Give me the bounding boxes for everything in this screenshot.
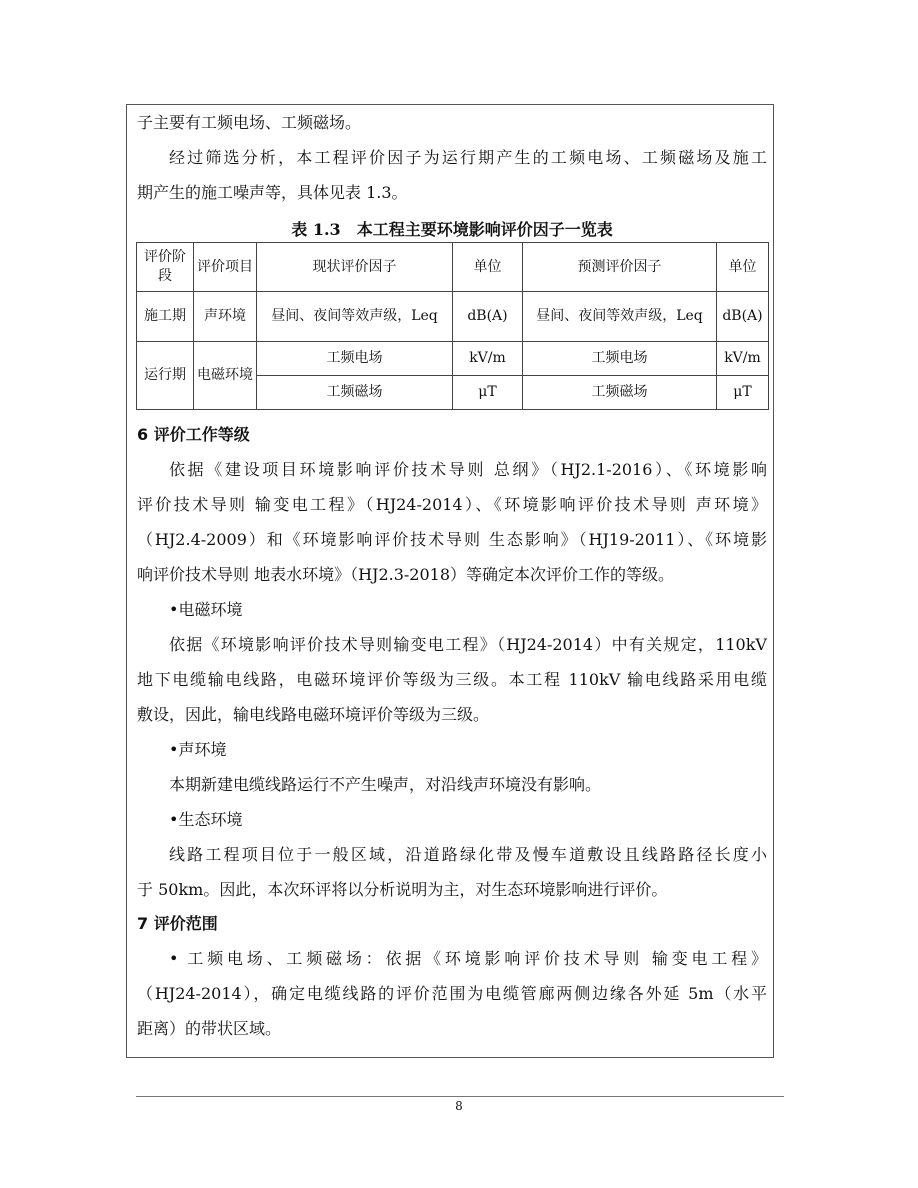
section-7-text-line: （HJ24-2014），确定电缆线路的评价范围为电缆管廊两侧边缘各外延 5m（水平 xyxy=(137,984,767,1003)
paragraph-p1: 子主要有工频电场、工频磁场。 xyxy=(137,113,362,132)
emag-subtitle: •电磁环境 xyxy=(169,600,243,619)
paragraph-p2-line2: 期产生的施工噪声等，具体见表 1.3。 xyxy=(137,183,408,202)
page-frame xyxy=(126,104,774,1058)
cell-current-factor: 工频磁场 xyxy=(257,376,453,410)
page-number: 8 xyxy=(455,1099,463,1113)
cell-current-factor: 工频电场 xyxy=(257,342,453,376)
section-6-intro-line: 评价技术导则 输变电工程》（HJ24-2014）、《环境影响评价技术导则 声环境》 xyxy=(137,495,767,514)
section-7-text-line: 距离）的带状区域。 xyxy=(137,1019,282,1038)
table-row xyxy=(137,342,769,376)
table-caption: 表 1.3 本工程主要环境影响评价因子一览表 xyxy=(291,220,613,239)
header-item: 评价项目 xyxy=(194,243,257,292)
section-6-intro-line: （HJ2.4-2009）和《环境影响评价技术导则 生态影响》（HJ19-2011）、《环境影 xyxy=(137,530,767,549)
section-7-heading: 7 评价范围 xyxy=(137,914,218,933)
cell-current-factor: 昼间、夜间等效声级，Leq xyxy=(257,292,453,342)
page-content xyxy=(137,105,767,1046)
cell-predicted-factor: 工频电场 xyxy=(523,342,717,376)
eco-subtitle: •生态环境 xyxy=(169,810,243,829)
table-row xyxy=(137,292,769,342)
cell-predicted-unit: dB(A) xyxy=(717,292,769,342)
emag-text-line: 地下电缆输电线路，电磁环境评价等级为三级。本工程 110kV 输电线路采用电缆 xyxy=(137,670,767,689)
section-6-heading: 6 评价工作等级 xyxy=(137,425,250,444)
table-header-row xyxy=(137,243,769,292)
section-6-intro-line: 依据《建设项目环境影响评价技术导则 总纲》（HJ2.1-2016）、《环境影响 xyxy=(169,460,767,479)
header-current-factor: 现状评价因子 xyxy=(257,243,453,292)
cell-stage: 施工期 xyxy=(137,292,194,342)
cell-stage: 运行期 xyxy=(137,342,194,410)
header-predicted-factor: 预测评价因子 xyxy=(523,243,717,292)
emag-text-line: 敷设，因此，输电线路电磁环境评价等级为三级。 xyxy=(137,705,490,724)
header-predicted-unit: 单位 xyxy=(717,243,769,292)
header-stage: 评价阶段 xyxy=(137,243,194,292)
eco-text-line: 于 50km。因此，本次环评将以分析说明为主，对生态环境影响进行评价。 xyxy=(137,880,668,899)
sound-text: 本期新建电缆线路运行不产生噪声，对沿线声环境没有影响。 xyxy=(169,775,602,794)
cell-predicted-unit: kV/m xyxy=(717,342,769,376)
sound-subtitle: •声环境 xyxy=(169,740,227,759)
section-6-intro-line: 响评价技术导则 地表水环境》（HJ2.3-2018）等确定本次评价工作的等级。 xyxy=(137,565,675,584)
factor-table xyxy=(136,242,769,410)
paragraph-p2-line1: 经过筛选分析，本工程评价因子为运行期产生的工频电场、工频磁场及施工 xyxy=(169,148,767,167)
section-7-text-line: • 工频电场、工频磁场：依据《环境影响评价技术导则 输变电工程》 xyxy=(169,949,767,968)
cell-item: 声环境 xyxy=(194,292,257,342)
cell-current-unit: μT xyxy=(453,376,523,410)
cell-predicted-factor: 昼间、夜间等效声级，Leq xyxy=(523,292,717,342)
emag-text-line: 依据《环境影响评价技术导则输变电工程》（HJ24-2014）中有关规定，110kV xyxy=(169,635,767,654)
header-current-unit: 单位 xyxy=(453,243,523,292)
cell-current-unit: kV/m xyxy=(453,342,523,376)
cell-predicted-factor: 工频磁场 xyxy=(523,376,717,410)
eco-text-line: 线路工程项目位于一般区域，沿道路绿化带及慢车道敷设且线路路径长度小 xyxy=(169,845,767,864)
footer-divider xyxy=(136,1096,784,1097)
cell-current-unit: dB(A) xyxy=(453,292,523,342)
cell-predicted-unit: μT xyxy=(717,376,769,410)
cell-item: 电磁环境 xyxy=(194,342,257,410)
